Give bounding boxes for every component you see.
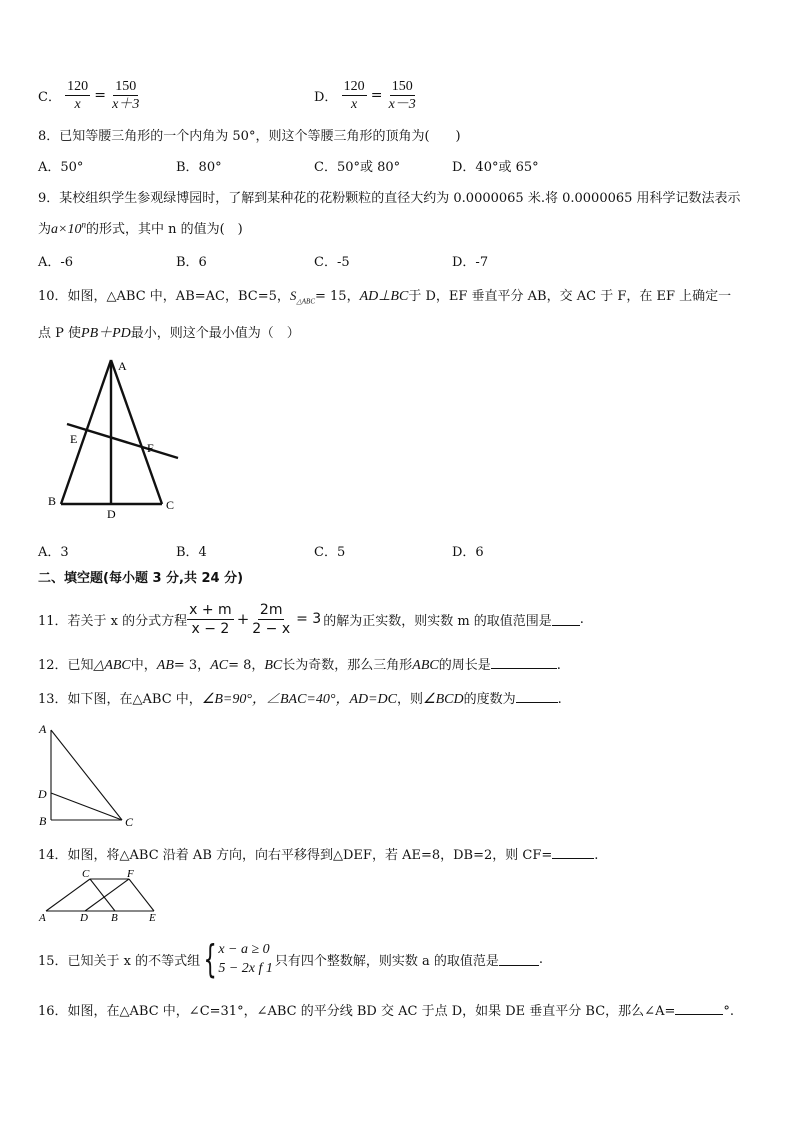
q11-pre: 11．若关于 x 的分式方程 bbox=[38, 613, 188, 629]
q12-stem bbox=[38, 654, 561, 674]
q7-option-c-label: C． bbox=[38, 90, 61, 105]
q10-option-a: A．3 bbox=[38, 545, 69, 560]
q13-label-b: B bbox=[39, 814, 47, 828]
q11-fraction-2 bbox=[252, 601, 290, 638]
section-2-title: 二、填空题(每小题 3 分,共 24 分) bbox=[38, 571, 244, 586]
q10-label-a: A bbox=[118, 359, 127, 373]
q15-post: 只有四个整数解，则实数 a 的取值范是 bbox=[274, 953, 499, 969]
q14-stem bbox=[38, 844, 598, 863]
q7-d-right-num: 150 bbox=[391, 79, 413, 94]
q14-figure bbox=[36, 866, 166, 924]
q10-option-c: C．5 bbox=[314, 545, 346, 560]
q13-label-c: C bbox=[125, 815, 134, 829]
q14-label-a: A bbox=[39, 912, 46, 924]
q15-end: . bbox=[538, 951, 544, 967]
q11-f2-den: 2 − x bbox=[252, 620, 291, 637]
q11-answer-blank[interactable] bbox=[552, 613, 580, 626]
q13-label-d: D bbox=[38, 787, 47, 801]
q13-stem bbox=[38, 688, 562, 708]
q11-end: . bbox=[579, 611, 584, 627]
q8-option-d: D．40°或 65° bbox=[452, 160, 539, 175]
q7-d-left-num: 120 bbox=[343, 79, 365, 94]
q13-angle: ∠BCD bbox=[423, 692, 464, 707]
q7-c-right-den: x＋3 bbox=[112, 97, 140, 112]
q7-c-left-num: 120 bbox=[67, 79, 89, 94]
q14-answer-blank[interactable] bbox=[552, 846, 594, 859]
q10-area-sub: △ABC bbox=[296, 297, 315, 306]
q10-line1-b: 于 D，EF 垂直平分 AB，交 AC 于 F，在 EF 上确定一 bbox=[408, 289, 732, 304]
q15-stem bbox=[38, 935, 543, 983]
q13-label-a: A bbox=[39, 722, 47, 736]
q14-side-ac bbox=[46, 879, 90, 911]
q10-label-c: C bbox=[166, 498, 175, 512]
q11-plus: + bbox=[236, 610, 250, 628]
q12-bc: BC bbox=[264, 658, 283, 673]
q15-inequality-system bbox=[218, 940, 273, 978]
q7-d-left-fraction bbox=[342, 78, 367, 113]
q11-f2-num: 2m bbox=[259, 601, 283, 618]
q13-conditions: ∠B=90°，∠BAC=40°，AD=DC bbox=[201, 692, 398, 707]
q14-side-df bbox=[85, 879, 129, 911]
q7-d-right-fraction bbox=[387, 78, 418, 113]
q8-option-a: A．50° bbox=[38, 160, 84, 175]
q7-option-d: D． $\frac{120}{x}$ = $\frac{150}{x-3}$ bbox=[314, 79, 416, 112]
q12-end: . bbox=[556, 658, 561, 673]
q10-line2-b: 最小，则这个最小值为（ ） bbox=[130, 326, 300, 341]
q10-label-e: E bbox=[70, 432, 78, 446]
q9-sci-notation bbox=[51, 219, 86, 237]
q7-option-d-label: D． bbox=[314, 90, 338, 105]
q16-stem bbox=[38, 1000, 734, 1019]
q11-post: 的解为正实数，则实数 m 的取值范围是 bbox=[323, 613, 552, 629]
q10-side-ac bbox=[111, 360, 162, 504]
q13-answer-blank[interactable] bbox=[516, 690, 558, 703]
q12-ac: AC bbox=[210, 658, 229, 673]
q10-label-f: F bbox=[147, 441, 154, 455]
q8-option-b: B．80° bbox=[176, 160, 222, 175]
q13-mid: ，则 bbox=[397, 692, 424, 707]
q15-inequality-1: x − a ≥ 0 bbox=[218, 942, 270, 957]
q10-stem-line2 bbox=[38, 322, 300, 342]
q10-option-d: D．6 bbox=[452, 545, 484, 560]
q9-option-a: A．-6 bbox=[38, 255, 74, 270]
q14-label-e: E bbox=[149, 912, 156, 924]
q15-inequality-2: 5 − 2x f 1 bbox=[218, 961, 273, 976]
q12-ac-val: = 8， bbox=[228, 658, 265, 673]
q14-label-d: D bbox=[80, 912, 88, 924]
q10-side-ab bbox=[61, 360, 111, 504]
q9-sci-exponent: n bbox=[81, 219, 86, 230]
q14-label-f: F bbox=[127, 868, 134, 880]
q10-line2-a: 点 P 使 bbox=[38, 326, 82, 341]
q10-area bbox=[289, 288, 315, 306]
q12-ab: AB bbox=[156, 658, 174, 673]
q9-stem-line2 bbox=[38, 218, 243, 238]
q9-sci-base: a×10 bbox=[51, 222, 82, 237]
q15-pre: 15．已知关于 x 的不等式组 bbox=[38, 953, 201, 969]
q9-option-d: D．-7 bbox=[452, 255, 489, 270]
q14-side-cb bbox=[90, 879, 115, 911]
q8-option-c: C．50°或 80° bbox=[314, 160, 401, 175]
q16-answer-blank[interactable] bbox=[675, 1002, 723, 1015]
q14-label-b: B bbox=[111, 912, 118, 924]
q14-end: . bbox=[594, 848, 599, 863]
q16-end: °. bbox=[723, 1004, 734, 1019]
q10-label-d: D bbox=[107, 507, 116, 521]
q11-equals: = 3 bbox=[296, 611, 322, 627]
q15-brace: { bbox=[203, 937, 217, 981]
q9-stem-line1: 9．某校组织学生参观绿博园时，了解到某种花的花粉颗粒的直径大约为 0.0000065 米.将 0.0000065 用科学记数法表示 bbox=[38, 191, 741, 206]
q7-d-left-den: x bbox=[350, 97, 358, 112]
q13-end: . bbox=[557, 692, 562, 707]
q10-area-val: = 15， bbox=[315, 289, 360, 304]
q13-pre: 13．如下图，在△ABC 中， bbox=[38, 692, 202, 707]
q14-label-c: C bbox=[82, 868, 90, 880]
q14-side-fe bbox=[129, 879, 154, 911]
q10-perp: AD⊥BC bbox=[359, 289, 409, 304]
q11-stem bbox=[38, 597, 584, 641]
q11-fraction-1 bbox=[187, 601, 234, 638]
q16-stem-text: 16．如图，在△ABC 中，∠C=31°，∠ABC 的平分线 BD 交 AC 于点 D，如果 DE 垂直平分 BC，那么∠A= bbox=[38, 1004, 676, 1019]
q10-figure bbox=[40, 355, 190, 525]
q10-option-b: B．4 bbox=[176, 545, 207, 560]
q10-stem-line1 bbox=[38, 285, 731, 306]
q9-option-c: C．-5 bbox=[314, 255, 350, 270]
q9-line2-pre: 为 bbox=[38, 222, 52, 237]
q8-stem: 8．已知等腰三角形的一个内角为 50°，则这个等腰三角形的顶角为( ) bbox=[38, 129, 461, 144]
q10-expr: PB＋PD bbox=[81, 326, 131, 341]
q9-line2-post: 的形式，其中 n 的值为( ) bbox=[85, 222, 243, 237]
q7-c-right-fraction bbox=[110, 78, 141, 113]
q12-pre: 12．已知 bbox=[38, 658, 94, 673]
q12-triangle: △ABC bbox=[93, 658, 131, 673]
q12-ab-val: = 3， bbox=[173, 658, 211, 673]
q12-mid2: 长为奇数，那么三角形 bbox=[282, 658, 413, 673]
q12-mid1: 中， bbox=[130, 658, 157, 673]
q10-line1-a: 10．如图，△ABC 中，AB=AC，BC=5， bbox=[38, 289, 290, 304]
q7-option-c: C． $\frac{120}{x}$ = $\frac{150}{x+3}$ bbox=[38, 79, 140, 112]
q7-c-left-fraction bbox=[65, 78, 90, 113]
q11-f1-num: x + m bbox=[189, 601, 232, 618]
q12-post: 的周长是 bbox=[438, 658, 491, 673]
q12-answer-blank[interactable] bbox=[491, 656, 557, 669]
q7-c-left-den: x bbox=[74, 97, 81, 112]
q12-abc: ABC bbox=[412, 658, 439, 673]
q11-f1-den: x − 2 bbox=[191, 620, 230, 637]
q9-option-b: B．6 bbox=[176, 255, 207, 270]
q15-answer-blank[interactable] bbox=[499, 953, 539, 966]
q10-area-s: S bbox=[289, 288, 297, 303]
q10-label-b: B bbox=[48, 494, 57, 508]
q7-d-right-den: x－3 bbox=[388, 97, 416, 112]
q7-c-right-num: 150 bbox=[115, 79, 137, 94]
q14-stem-text: 14．如图，将△ABC 沿着 AB 方向，向右平移得到△DEF，若 AE=8，DB=2，则 CF= bbox=[38, 848, 553, 863]
q13-post: 的度数为 bbox=[463, 692, 516, 707]
q13-figure bbox=[36, 720, 146, 832]
